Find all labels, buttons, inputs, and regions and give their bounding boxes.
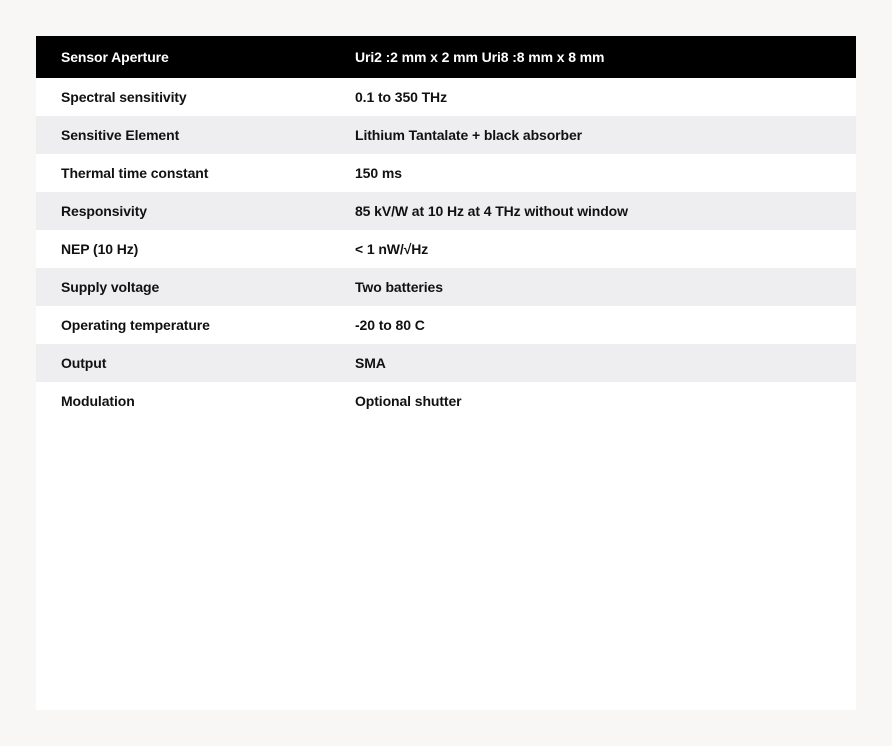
row-value: 150 ms [355, 165, 402, 181]
row-label: Output [61, 355, 107, 371]
row-value: Uri2 :2 mm x 2 mm Uri8 :8 mm x 8 mm [355, 49, 605, 65]
row-label: Sensor Aperture [61, 49, 169, 65]
row-value: Two batteries [355, 279, 443, 295]
row-value: < 1 nW/√Hz [355, 241, 429, 257]
table-row [36, 154, 856, 192]
row-label: Responsivity [61, 203, 147, 219]
table-row [36, 78, 856, 116]
row-label: Operating temperature [61, 317, 210, 333]
table-row [36, 306, 856, 344]
table-row [36, 382, 856, 420]
row-value: 0.1 to 350 THz [355, 89, 447, 105]
row-value: Lithium Tantalate + black absorber [355, 127, 583, 143]
row-label: Thermal time constant [61, 165, 209, 181]
row-value: SMA [355, 355, 386, 371]
row-label: Sensitive Element [61, 127, 180, 143]
table-row [36, 268, 856, 306]
row-value: -20 to 80 C [355, 317, 425, 333]
table-header-row [36, 36, 856, 78]
table-row [36, 230, 856, 268]
table-row [36, 344, 856, 382]
table-row [36, 116, 856, 154]
row-value: 85 kV/W at 10 Hz at 4 THz without window [355, 203, 628, 219]
row-label: Spectral sensitivity [61, 89, 187, 105]
row-value: Optional shutter [355, 393, 462, 409]
row-label: NEP (10 Hz) [61, 241, 139, 257]
specifications-table [36, 36, 856, 420]
spec-card [36, 36, 856, 710]
row-label: Supply voltage [61, 279, 160, 295]
table-row [36, 192, 856, 230]
row-label: Modulation [61, 393, 135, 409]
